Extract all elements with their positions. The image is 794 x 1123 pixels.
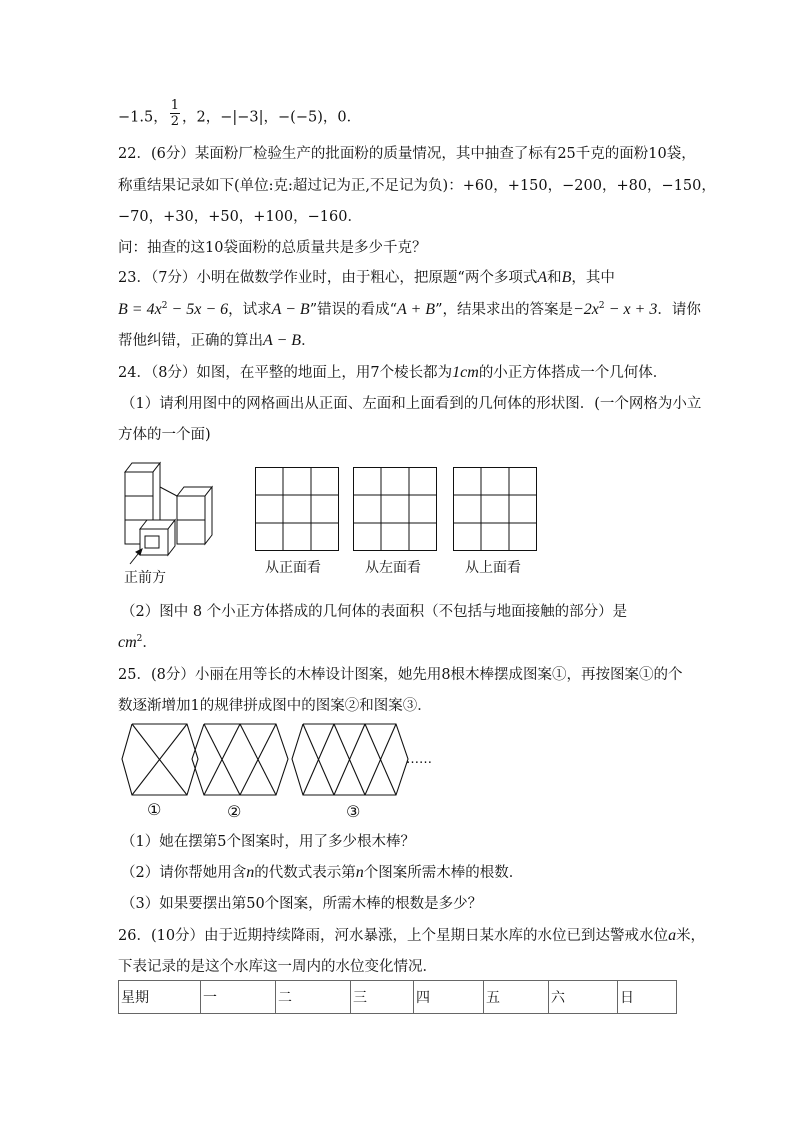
answer-poly-rest: − x + 3 bbox=[604, 301, 658, 318]
number-seq-part1: −1.5， bbox=[118, 109, 168, 126]
period: ． bbox=[142, 635, 157, 651]
q24-unit-line bbox=[118, 633, 157, 653]
pattern-2 bbox=[190, 722, 290, 798]
exponent: 2 bbox=[136, 634, 143, 644]
q25-text: 的代数式表示第 bbox=[254, 865, 356, 881]
q23-text: 帮他纠错，正确的算出 bbox=[118, 333, 263, 349]
q23-text: ”，结果求出的答案是 bbox=[435, 302, 573, 318]
q26-line1 bbox=[118, 926, 705, 946]
q25-part2 bbox=[121, 863, 523, 883]
grid-front-caption: 从正面看 bbox=[265, 560, 321, 576]
grid-top-caption: 从上面看 bbox=[465, 560, 521, 576]
q25-text: （2）请你帮她用含 bbox=[121, 865, 247, 881]
q24-text: 的小正方体搭成一个几何体． bbox=[478, 365, 668, 381]
q24-text: 24．（8分）如图，在平整的地面上，用7个棱长都为 bbox=[118, 365, 453, 381]
table-cell: 日 bbox=[618, 981, 677, 1014]
table-cell: 四 bbox=[414, 981, 484, 1014]
q23-text: ，试求 bbox=[228, 302, 272, 318]
q22-line4: 问：抽查的这10袋面粉的总质量共是多少千克？ bbox=[118, 240, 427, 256]
q23-line3 bbox=[118, 331, 316, 351]
pattern-1-label: ① bbox=[147, 800, 162, 819]
table-cell: 六 bbox=[549, 981, 618, 1014]
number-list-line bbox=[118, 98, 362, 129]
unit-cm: cm bbox=[118, 634, 137, 651]
q25-line1: 25．(8分）小丽在用等长的木棒设计图案，她先用8根木棒摆成图案①，再按图案①的个 bbox=[118, 667, 683, 683]
q24-line1 bbox=[118, 363, 667, 383]
pattern-1 bbox=[120, 722, 200, 798]
poly-b-rest: − 5x − 6 bbox=[167, 301, 229, 318]
grid-top-view[interactable] bbox=[453, 467, 537, 551]
pattern-2-label: ② bbox=[227, 802, 242, 821]
exponent: 2 bbox=[161, 301, 168, 311]
grid-left-caption: 从左面看 bbox=[365, 560, 421, 576]
var-b: B bbox=[561, 269, 572, 286]
expr-a-minus-b: A − B bbox=[263, 332, 302, 349]
fraction-denominator: 2 bbox=[170, 114, 179, 129]
q25-part1: （1）她在摆第5个图案时，用了多少根木棒？ bbox=[121, 834, 415, 850]
q24-line3: 方体的一个面) bbox=[118, 427, 211, 443]
q23-line1 bbox=[118, 268, 615, 288]
table-cell: 一 bbox=[201, 981, 276, 1014]
q23-text-end: ，其中 bbox=[571, 270, 615, 286]
table-header-row bbox=[119, 981, 677, 1014]
q25-line2: 数逐渐增加1的规律拼成图中的图案②和图案③． bbox=[118, 698, 432, 714]
expr-a-plus-b: A + B bbox=[397, 301, 436, 318]
fraction-half bbox=[170, 98, 180, 129]
q25-part3: （3）如果要摆出第50个图案，所需木棒的根数是多少？ bbox=[121, 896, 483, 912]
exponent: 2 bbox=[598, 301, 605, 311]
q23-text: 23．（7分）小明在做数学作业时，由于粗心，把原题“两个多项式 bbox=[118, 270, 538, 286]
expr-a-minus-b: A − B bbox=[271, 301, 310, 318]
var-n: n bbox=[355, 864, 364, 881]
grid-left-view[interactable] bbox=[353, 467, 437, 551]
cube-stack-figure bbox=[118, 460, 228, 560]
q22-line3: −70，+30，+50，+100，−160． bbox=[118, 209, 362, 225]
poly-b-part: = 4x bbox=[127, 301, 162, 318]
table-cell: 五 bbox=[484, 981, 549, 1014]
var-a: a bbox=[668, 927, 677, 944]
q22-line2: 称重结果记录如下(单位:克:超过记为正,不足记为负)：+60，+150，−200，+80，−150， bbox=[118, 178, 716, 194]
q23-line2 bbox=[118, 300, 701, 320]
answer-poly: −2x bbox=[573, 301, 599, 318]
table-cell: 星期 bbox=[119, 981, 201, 1014]
pattern-3 bbox=[290, 722, 410, 798]
number-seq-part2: ，2，−|−3|，−(−5)，0． bbox=[182, 109, 362, 126]
front-direction-label: 正前方 bbox=[124, 570, 166, 586]
q24-line2: （1）请利用图中的网格画出从正面、左面和上面看到的几何体的形状图．(一个网格为小立 bbox=[121, 396, 702, 412]
var-b: B bbox=[118, 301, 128, 318]
q26-text: 26．(10分）由于近期持续降雨，河水暴涨，上个星期日某水库的水位已到达警戒水位 bbox=[118, 928, 669, 944]
q23-and: 和 bbox=[547, 270, 562, 286]
q22-line1: 22．(6分）某面粉厂检验生产的批面粉的质量情况，其中抽查了标有25千克的面粉10袋， bbox=[118, 146, 696, 162]
q23-text: ”错误的看成“ bbox=[309, 302, 398, 318]
table-cell: 二 bbox=[276, 981, 351, 1014]
pattern-3-label: ③ bbox=[346, 802, 361, 821]
table-cell: 三 bbox=[351, 981, 414, 1014]
var-a: A bbox=[537, 269, 548, 286]
q26-text: 米， bbox=[676, 928, 706, 944]
q25-text: 个图案所需木棒的根数． bbox=[363, 865, 524, 881]
q26-line2: 下表记录的是这个水库这一周内的水位变化情况． bbox=[118, 959, 437, 975]
fraction-numerator: 1 bbox=[170, 98, 179, 113]
q23-text: ． bbox=[301, 333, 316, 349]
grid-front-view[interactable] bbox=[255, 467, 339, 551]
water-level-table bbox=[118, 980, 677, 1014]
q24-part2: （2）图中 8 个小正方体搭成的几何体的表面积（不包括与地面接触的部分）是 bbox=[121, 604, 628, 620]
ellipsis: …… bbox=[406, 752, 432, 767]
var-n: n bbox=[246, 864, 255, 881]
unit-1cm: 1cm bbox=[452, 364, 479, 381]
q23-text: ．请你 bbox=[657, 302, 701, 318]
